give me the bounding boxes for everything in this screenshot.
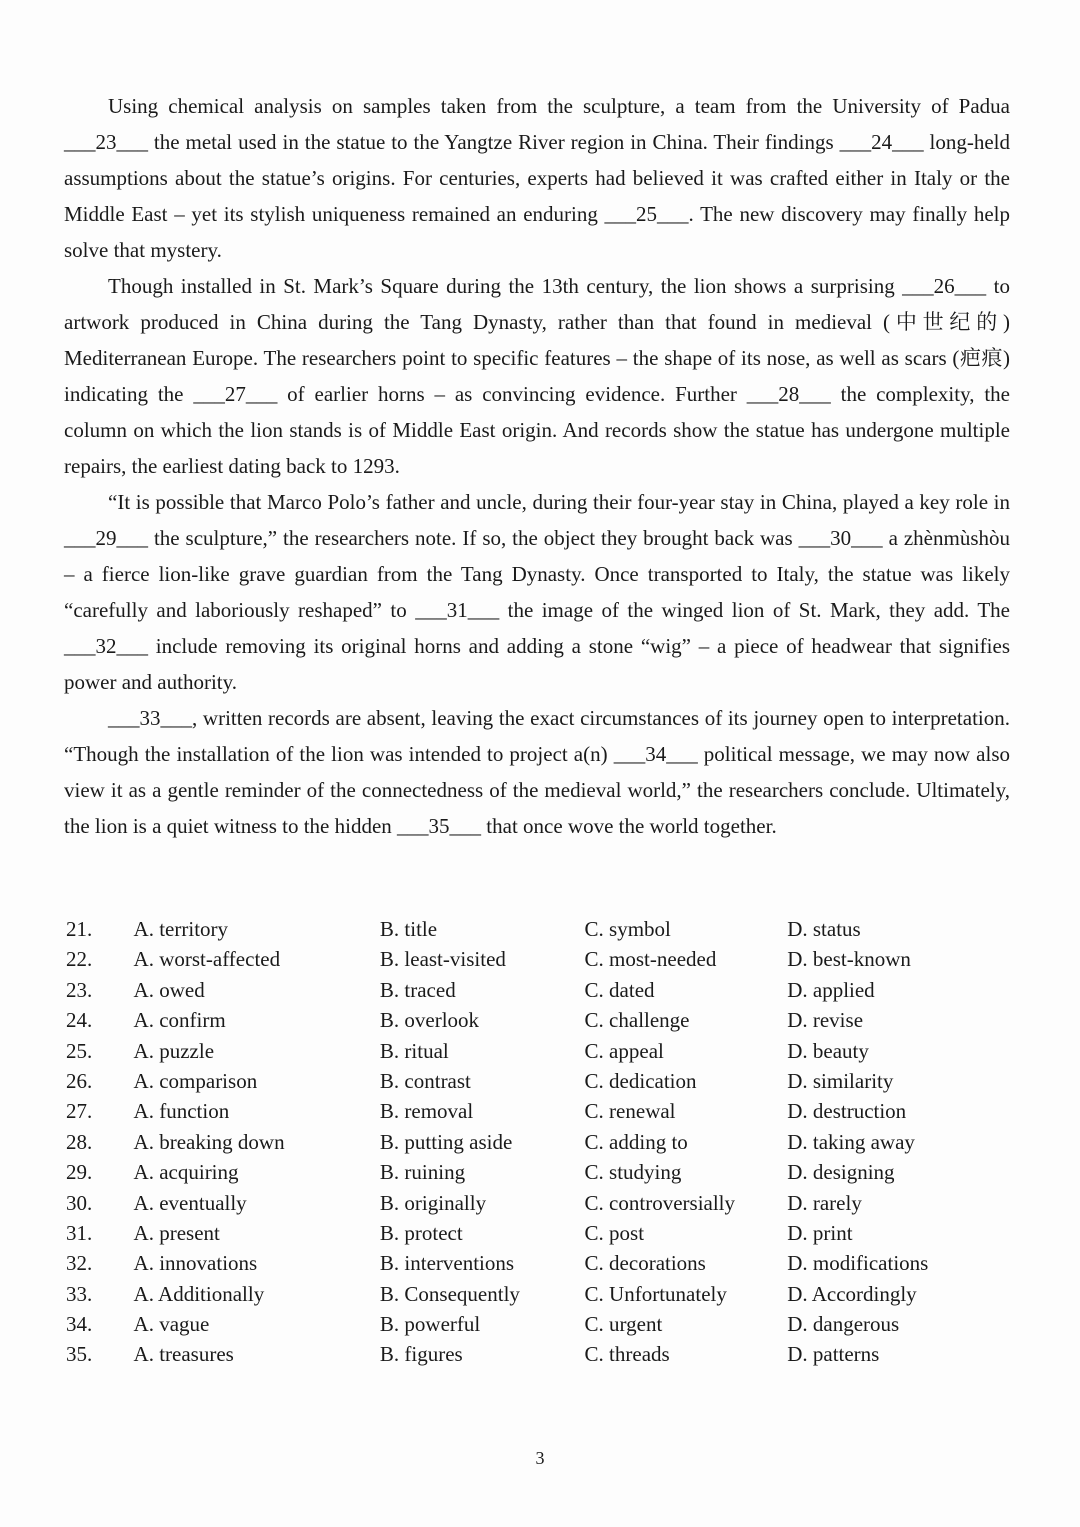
question-row xyxy=(66,1096,966,1126)
option-d: D. status xyxy=(787,917,861,941)
option-a: A. Additionally xyxy=(133,1281,265,1306)
option-b: B. ruining xyxy=(379,1160,466,1185)
option-d: D. patterns xyxy=(787,1342,880,1367)
question-row xyxy=(66,1279,966,1309)
option-c: C. studying xyxy=(584,1160,682,1185)
option-b: B. contrast xyxy=(379,1068,471,1093)
question-row xyxy=(66,914,966,944)
question-number: 23. xyxy=(66,977,93,1002)
option-c: C. symbol xyxy=(584,917,671,941)
option-d: D. modifications xyxy=(787,1251,929,1276)
option-a: A. worst-affected xyxy=(133,947,281,972)
passage-paragraph: Using chemical analysis on samples taken from the sculpture, a team from the University of Padua ___23___ the metal used in the statue to the Yangtze River region in China. Their findings ___24___ long-held assumptions about the statue’s origins. For centuries, experts had believed it was crafted either in Italy or the Middle East – yet its stylish uniqueness remained an enduring ___25___. The new discovery may finally help solve that mystery. xyxy=(64,94,1010,262)
question-row xyxy=(66,1248,966,1278)
option-b: B. Consequently xyxy=(379,1281,520,1306)
option-d: D. applied xyxy=(787,977,875,1002)
option-d: D. best-known xyxy=(787,947,911,972)
question-row xyxy=(66,1218,966,1248)
option-a: A. function xyxy=(133,1099,230,1124)
option-c: C. controversially xyxy=(584,1190,736,1215)
page-number: 3 xyxy=(535,1448,545,1468)
option-c: C. appeal xyxy=(584,1038,664,1063)
option-a: A. territory xyxy=(133,917,229,941)
question-row xyxy=(66,1157,966,1187)
option-c: C. renewal xyxy=(584,1099,676,1124)
option-c: C. challenge xyxy=(584,1008,690,1033)
option-d: D. revise xyxy=(787,1008,864,1033)
question-row xyxy=(66,1127,966,1157)
question-number: 29. xyxy=(66,1160,93,1185)
option-d: D. designing xyxy=(787,1160,895,1185)
option-d: D. destruction xyxy=(787,1099,907,1124)
option-c: C. dedication xyxy=(584,1068,697,1093)
question-number: 30. xyxy=(66,1190,93,1215)
option-b: B. overlook xyxy=(379,1008,480,1033)
option-b: B. least-visited xyxy=(379,947,506,972)
option-d: D. similarity xyxy=(787,1068,894,1093)
question-number: 25. xyxy=(66,1038,93,1063)
question-row xyxy=(66,1066,966,1096)
option-c: C. decorations xyxy=(584,1251,706,1276)
option-a: A. breaking down xyxy=(133,1129,285,1154)
option-b: B. figures xyxy=(379,1342,463,1367)
option-a: A. puzzle xyxy=(133,1038,215,1063)
option-c: C. urgent xyxy=(584,1312,663,1337)
question-number: 31. xyxy=(66,1220,93,1245)
question-number: 26. xyxy=(66,1068,93,1093)
option-b: B. interventions xyxy=(379,1251,515,1276)
option-b: B. originally xyxy=(379,1190,487,1215)
question-row xyxy=(66,1036,966,1066)
question-row xyxy=(66,1005,966,1035)
question-number: 32. xyxy=(66,1251,93,1276)
question-number: 27. xyxy=(66,1099,93,1124)
question-row xyxy=(66,975,966,1005)
answer-options-list xyxy=(66,914,966,1370)
option-d: D. Accordingly xyxy=(787,1281,917,1306)
option-c: C. adding to xyxy=(584,1129,688,1154)
question-number: 28. xyxy=(66,1129,93,1154)
option-b: B. traced xyxy=(379,977,456,1002)
option-d: D. taking away xyxy=(787,1129,915,1154)
option-d: D. print xyxy=(787,1220,853,1245)
question-row xyxy=(66,944,966,974)
passage-paragraph: Though installed in St. Mark’s Square during the 13th century, the lion shows a surprising ___26___ to artwork produced in China during the Tang Dynasty, rather than that found in medieval (中世纪的) Mediterranean Europe. The researchers point to specific features – the shape of its nose, as well as scars (疤痕) indicating the ___27___ of earlier horns – as convincing evidence. Further ___28___ the complexity, the column on which the lion stands is of Middle East origin. And records show the statue has undergone multiple repairs, the earliest dating back to 1293. xyxy=(64,274,1010,478)
option-c: C. Unfortunately xyxy=(584,1281,727,1306)
question-number: 22. xyxy=(66,947,93,972)
option-a: A. vague xyxy=(133,1312,210,1337)
question-number: 33. xyxy=(66,1281,93,1306)
option-b: B. title xyxy=(379,917,438,941)
option-a: A. innovations xyxy=(133,1251,258,1276)
passage-paragraph: ___33___, written records are absent, leaving the exact circumstances of its journey open to interpretation. “Though the installation of the lion was intended to project a(n) ___34___ political message, we may now also view it as a gentle reminder of the connectedness of the medieval world,” the researchers conclude. Ultimately, the lion is a quiet witness to the hidden ___35___ that once wove the world together. xyxy=(64,706,1010,838)
option-a: A. comparison xyxy=(133,1068,258,1093)
option-d: D. beauty xyxy=(787,1038,869,1063)
option-d: D. rarely xyxy=(787,1190,862,1215)
option-a: A. eventually xyxy=(133,1190,247,1215)
question-row xyxy=(66,1309,966,1339)
option-b: B. putting aside xyxy=(379,1129,513,1154)
option-c: C. most-needed xyxy=(584,947,717,972)
option-b: B. ritual xyxy=(379,1038,449,1063)
cloze-passage xyxy=(64,88,1010,844)
option-b: B. protect xyxy=(379,1220,463,1245)
question-number: 24. xyxy=(66,1008,93,1033)
question-row xyxy=(66,1188,966,1218)
question-number: 21. xyxy=(66,917,93,941)
option-d: D. dangerous xyxy=(787,1312,900,1337)
option-a: A. acquiring xyxy=(133,1160,239,1185)
question-number: 34. xyxy=(66,1312,93,1337)
option-b: B. powerful xyxy=(379,1312,481,1337)
option-c: C. threads xyxy=(584,1342,670,1367)
option-a: A. owed xyxy=(133,977,205,1002)
option-b: B. removal xyxy=(379,1099,474,1124)
option-a: A. treasures xyxy=(133,1342,234,1367)
passage-paragraph: “It is possible that Marco Polo’s father and uncle, during their four-year stay in China, played a key role in ___29___ the sculpture,” the researchers note. If so, the object they brought back was ___30___ a zhènmùshòu – a fierce lion-like grave guardian from the Tang Dynasty. Once transported to Italy, the statue was likely “carefully and laboriously reshaped” to ___31___ the image of the winged lion of St. Mark, they add. The ___32___ include removing its original horns and adding a stone “wig” – a piece of headwear that signifies power and authority. xyxy=(64,490,1010,694)
option-a: A. confirm xyxy=(133,1008,226,1033)
question-row xyxy=(66,1339,966,1369)
question-number: 35. xyxy=(66,1342,93,1367)
option-c: C. dated xyxy=(584,977,655,1002)
option-c: C. post xyxy=(584,1220,645,1245)
option-a: A. present xyxy=(133,1220,220,1245)
